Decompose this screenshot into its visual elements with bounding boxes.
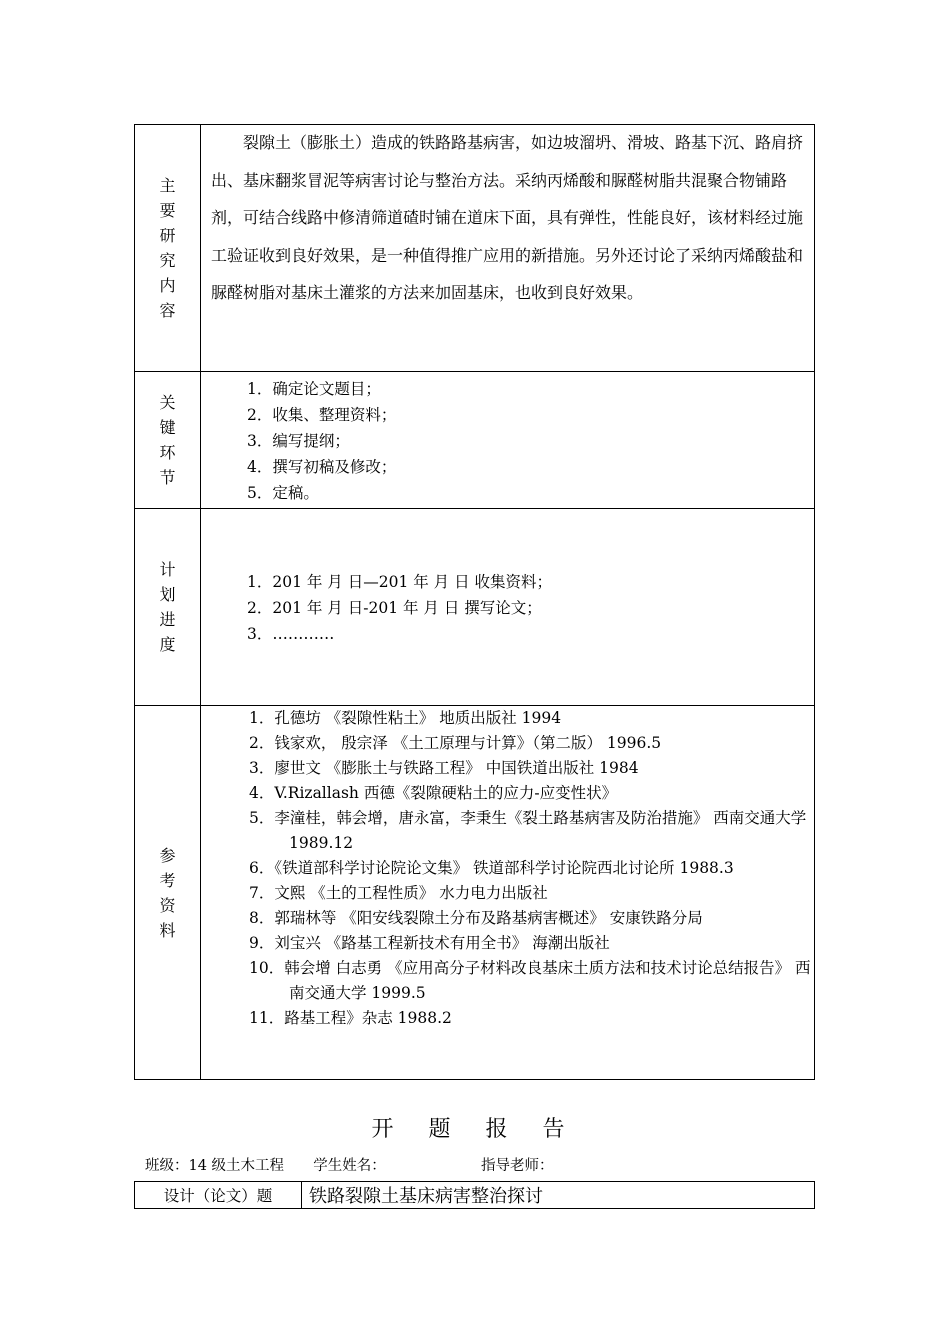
key-steps-row [135, 372, 815, 509]
topic-value: 铁路裂隙土基床病害整治探讨 [302, 1182, 815, 1209]
research-row [135, 125, 815, 372]
references-list [201, 706, 814, 1031]
advisor-label: 指导老师： [481, 1158, 554, 1174]
list-item: 2．收集、整理资料； [247, 406, 397, 424]
list-item: 5．定稿。 [247, 484, 319, 502]
references-label: 参 考 资 料 [159, 845, 176, 940]
report-title: 开 题 报 告 [371, 1117, 579, 1142]
research-label: 主 要 研 究 内 容 [159, 176, 176, 320]
references-label-cell [135, 706, 201, 1080]
list-item: 11．路基工程》杂志 1988.2 [249, 1009, 452, 1027]
list-item: 2．钱家欢， 殷宗泽 《土工原理与计算》（第二版） 1996.5 [249, 734, 662, 752]
key-steps-label-cell [135, 372, 201, 509]
list-item: 3．………… [247, 625, 335, 643]
list-item: 1．孔德坊 《裂隙性粘土》 地质出版社 1994 [249, 709, 562, 727]
list-item: 1．201 年 月 日—201 年 月 日 收集资料； [247, 573, 553, 591]
topic-label: 设计（论文）题 [135, 1182, 302, 1209]
list-item: 2．201 年 月 日-201 年 月 日 撰写论文； [247, 599, 542, 617]
key-steps-list [201, 376, 814, 506]
list-item: 5．李潼桂，韩会增，唐永富，李秉生《裂土路基病害及防治措施》 西南交通大学 1989.12 [249, 809, 807, 852]
research-content-cell [201, 125, 815, 372]
list-item: 8．郭瑞林等 《阳安线裂隙土分布及路基病害概述》 安康铁路分局 [249, 909, 703, 927]
references-content-cell [201, 706, 815, 1080]
proposal-table [134, 124, 815, 1080]
references-row [135, 706, 815, 1080]
key-steps-label: 关 键 环 节 [159, 393, 176, 487]
list-item: 7．文熙 《土的工程性质》 水力电力出版社 [249, 884, 548, 902]
schedule-list [201, 569, 814, 647]
research-label-cell [135, 125, 201, 372]
list-item: 6．《铁道部科学讨论院论文集》 铁道部科学讨论院西北讨论所 1988.3 [249, 859, 734, 877]
class-label: 班级：14 级土木工程 [145, 1158, 285, 1174]
list-item: 9．刘宝兴 《路基工程新技术有用全书》 海潮出版社 [249, 934, 610, 952]
schedule-content-cell [201, 509, 815, 706]
schedule-label: 计 划 进 度 [159, 560, 176, 654]
list-item: 4．V.Rizallash 西德《裂隙硬粘土的应力-应变性状》 [249, 784, 618, 802]
report-info-line [145, 1156, 554, 1176]
schedule-label-cell [135, 509, 201, 706]
research-content: 裂隙土（膨胀土）造成的铁路路基病害，如边坡溜坍、滑坡、路基下沉、路肩挤出、基床翻浆冒泥等病害讨论与整治方法。采纳丙烯酸和脲醛树脂共混聚合物铺路剂，可结合线路中修清筛道碴时铺在道床下面，具有弹性，性能良好，该材料经过施工验证收到良好效果，是一种值得推广应用的新措施。另外还讨论了采纳丙烯酸盐和脲醛树脂对基床土灌浆的方法来加固基床，也收到良好效果。 [211, 133, 804, 302]
key-steps-content-cell [201, 372, 815, 509]
student-name-label: 学生姓名： [313, 1158, 386, 1174]
list-item: 3．编写提纲； [247, 432, 350, 450]
schedule-row [135, 509, 815, 706]
list-item: 3．廖世文 《膨胀土与铁路工程》 中国铁道出版社 1984 [249, 759, 639, 777]
list-item: 4．撰写初稿及修改； [247, 458, 397, 476]
list-item: 1．确定论文题目； [247, 380, 381, 398]
topic-row [135, 1182, 815, 1209]
list-item: 10．韩会增 白志勇 《应用高分子材料改良基床土质方法和技术讨论总结报告》 西南交通大学 1999.5 [249, 959, 811, 1002]
topic-table [134, 1181, 815, 1209]
